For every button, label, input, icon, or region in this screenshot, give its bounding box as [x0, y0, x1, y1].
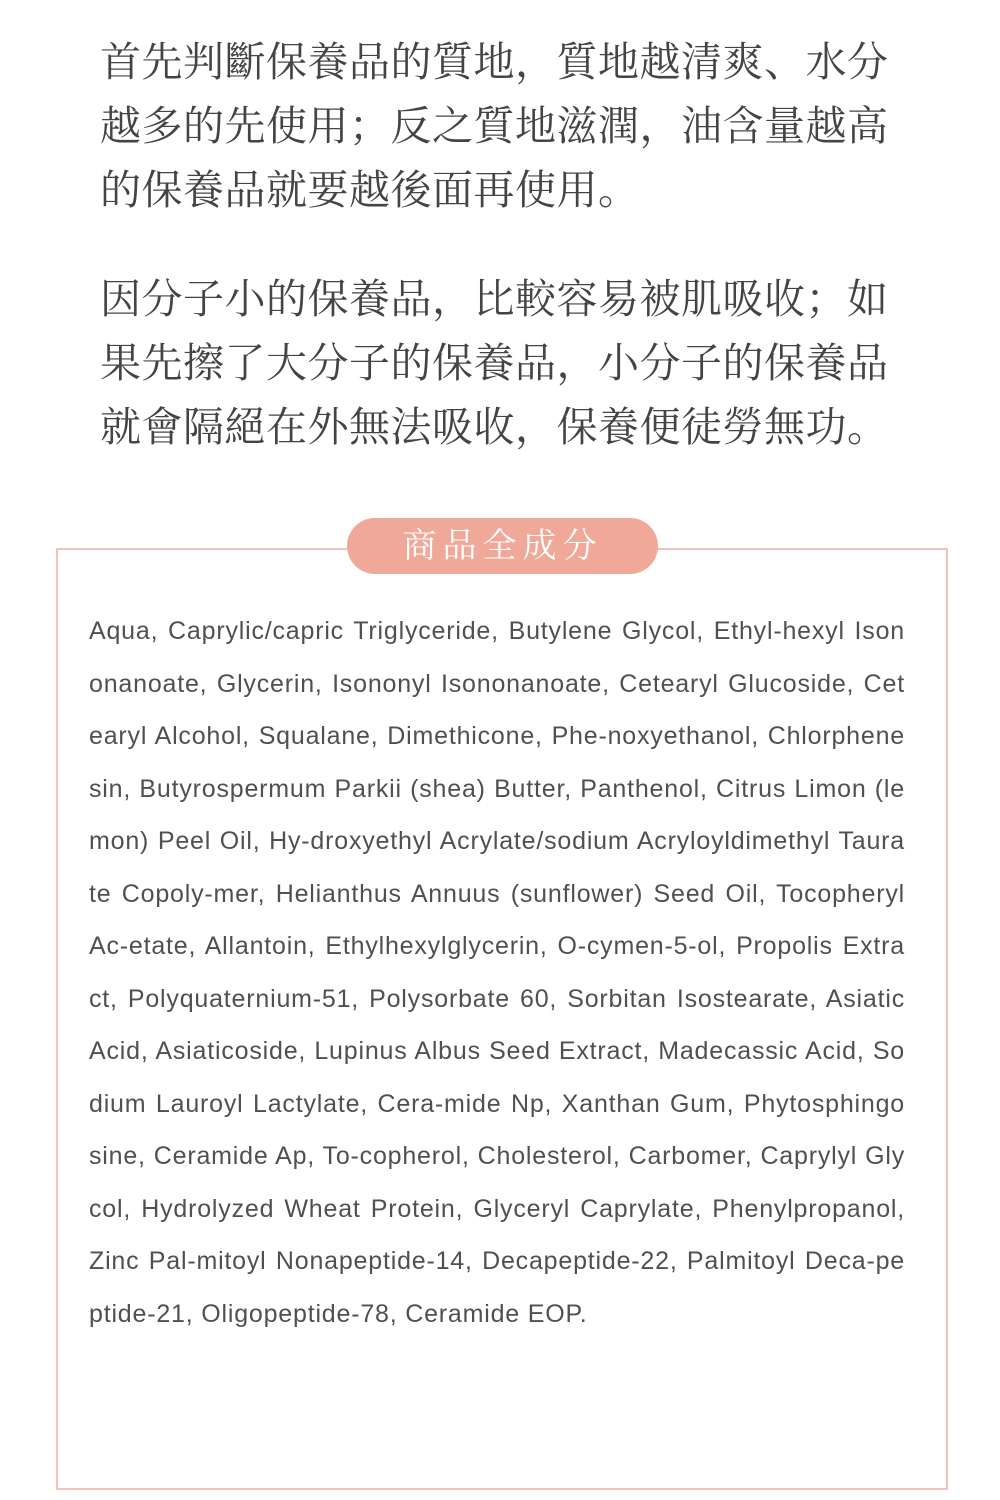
intro-paragraph-texture: 首先判斷保養品的質地，質地越清爽、水分越多的先使用；反之質地滋潤，油含量越高的保養品就要越後面再使用。 — [100, 38, 889, 214]
ingredients-list: Aqua, Caprylic/capric Triglyceride, Butylene Glycol, Ethyl-hexyl Isononanoate, Glycerin, Isononyl Isononanoate, Cetearyl Glucoside, Cetearyl Alcohol, Squalane, Dimethicone, Phe-noxyethanol, Chlorphenesin, Butyrospermum Parkii (shea) Butter, Panthenol, Citrus Limon (lemon) Peel Oil, Hy-droxyethyl Acrylate/sodium Acryloyldimethyl Taurate Copoly-mer, Helianthus Annuus (sunflower) Seed Oil, Tocopheryl Ac-etate, Allantoin, Ethylhexylglycerin, O-cymen-5-ol, Propolis Extract, Polyquaternium-51, Polysorbate 60, Sorbitan Isostearate, Asiatic Acid, Asiaticoside, Lupinus Albus Seed Extract, Madecassic Acid, Sodium Lauroyl Lactylate, Cera-mide Np, Xanthan Gum, Phytosphingosine, Ceramide Ap, To-copherol, Cholesterol, Carbomer, Caprylyl Glycol, Hydrolyzed Wheat Protein, Glyceryl Caprylate, Phenylpropanol, Zinc Pal-mitoyl Nonapeptide-14, Decapeptide-22, Palmitoyl Deca-peptide-21, Oligopeptide-78, Ceramide EOP. — [89, 617, 905, 1328]
skincare-order-intro — [100, 30, 910, 459]
intro-paragraph-molecule: 因分子小的保養品，比較容易被肌吸收；如果先擦了大分子的保養品，小分子的保養品就會隔絕在外無法吸收，保養便徒勞無功。 — [100, 275, 889, 451]
ingredients-title-badge: 商品全成分 — [347, 518, 658, 574]
